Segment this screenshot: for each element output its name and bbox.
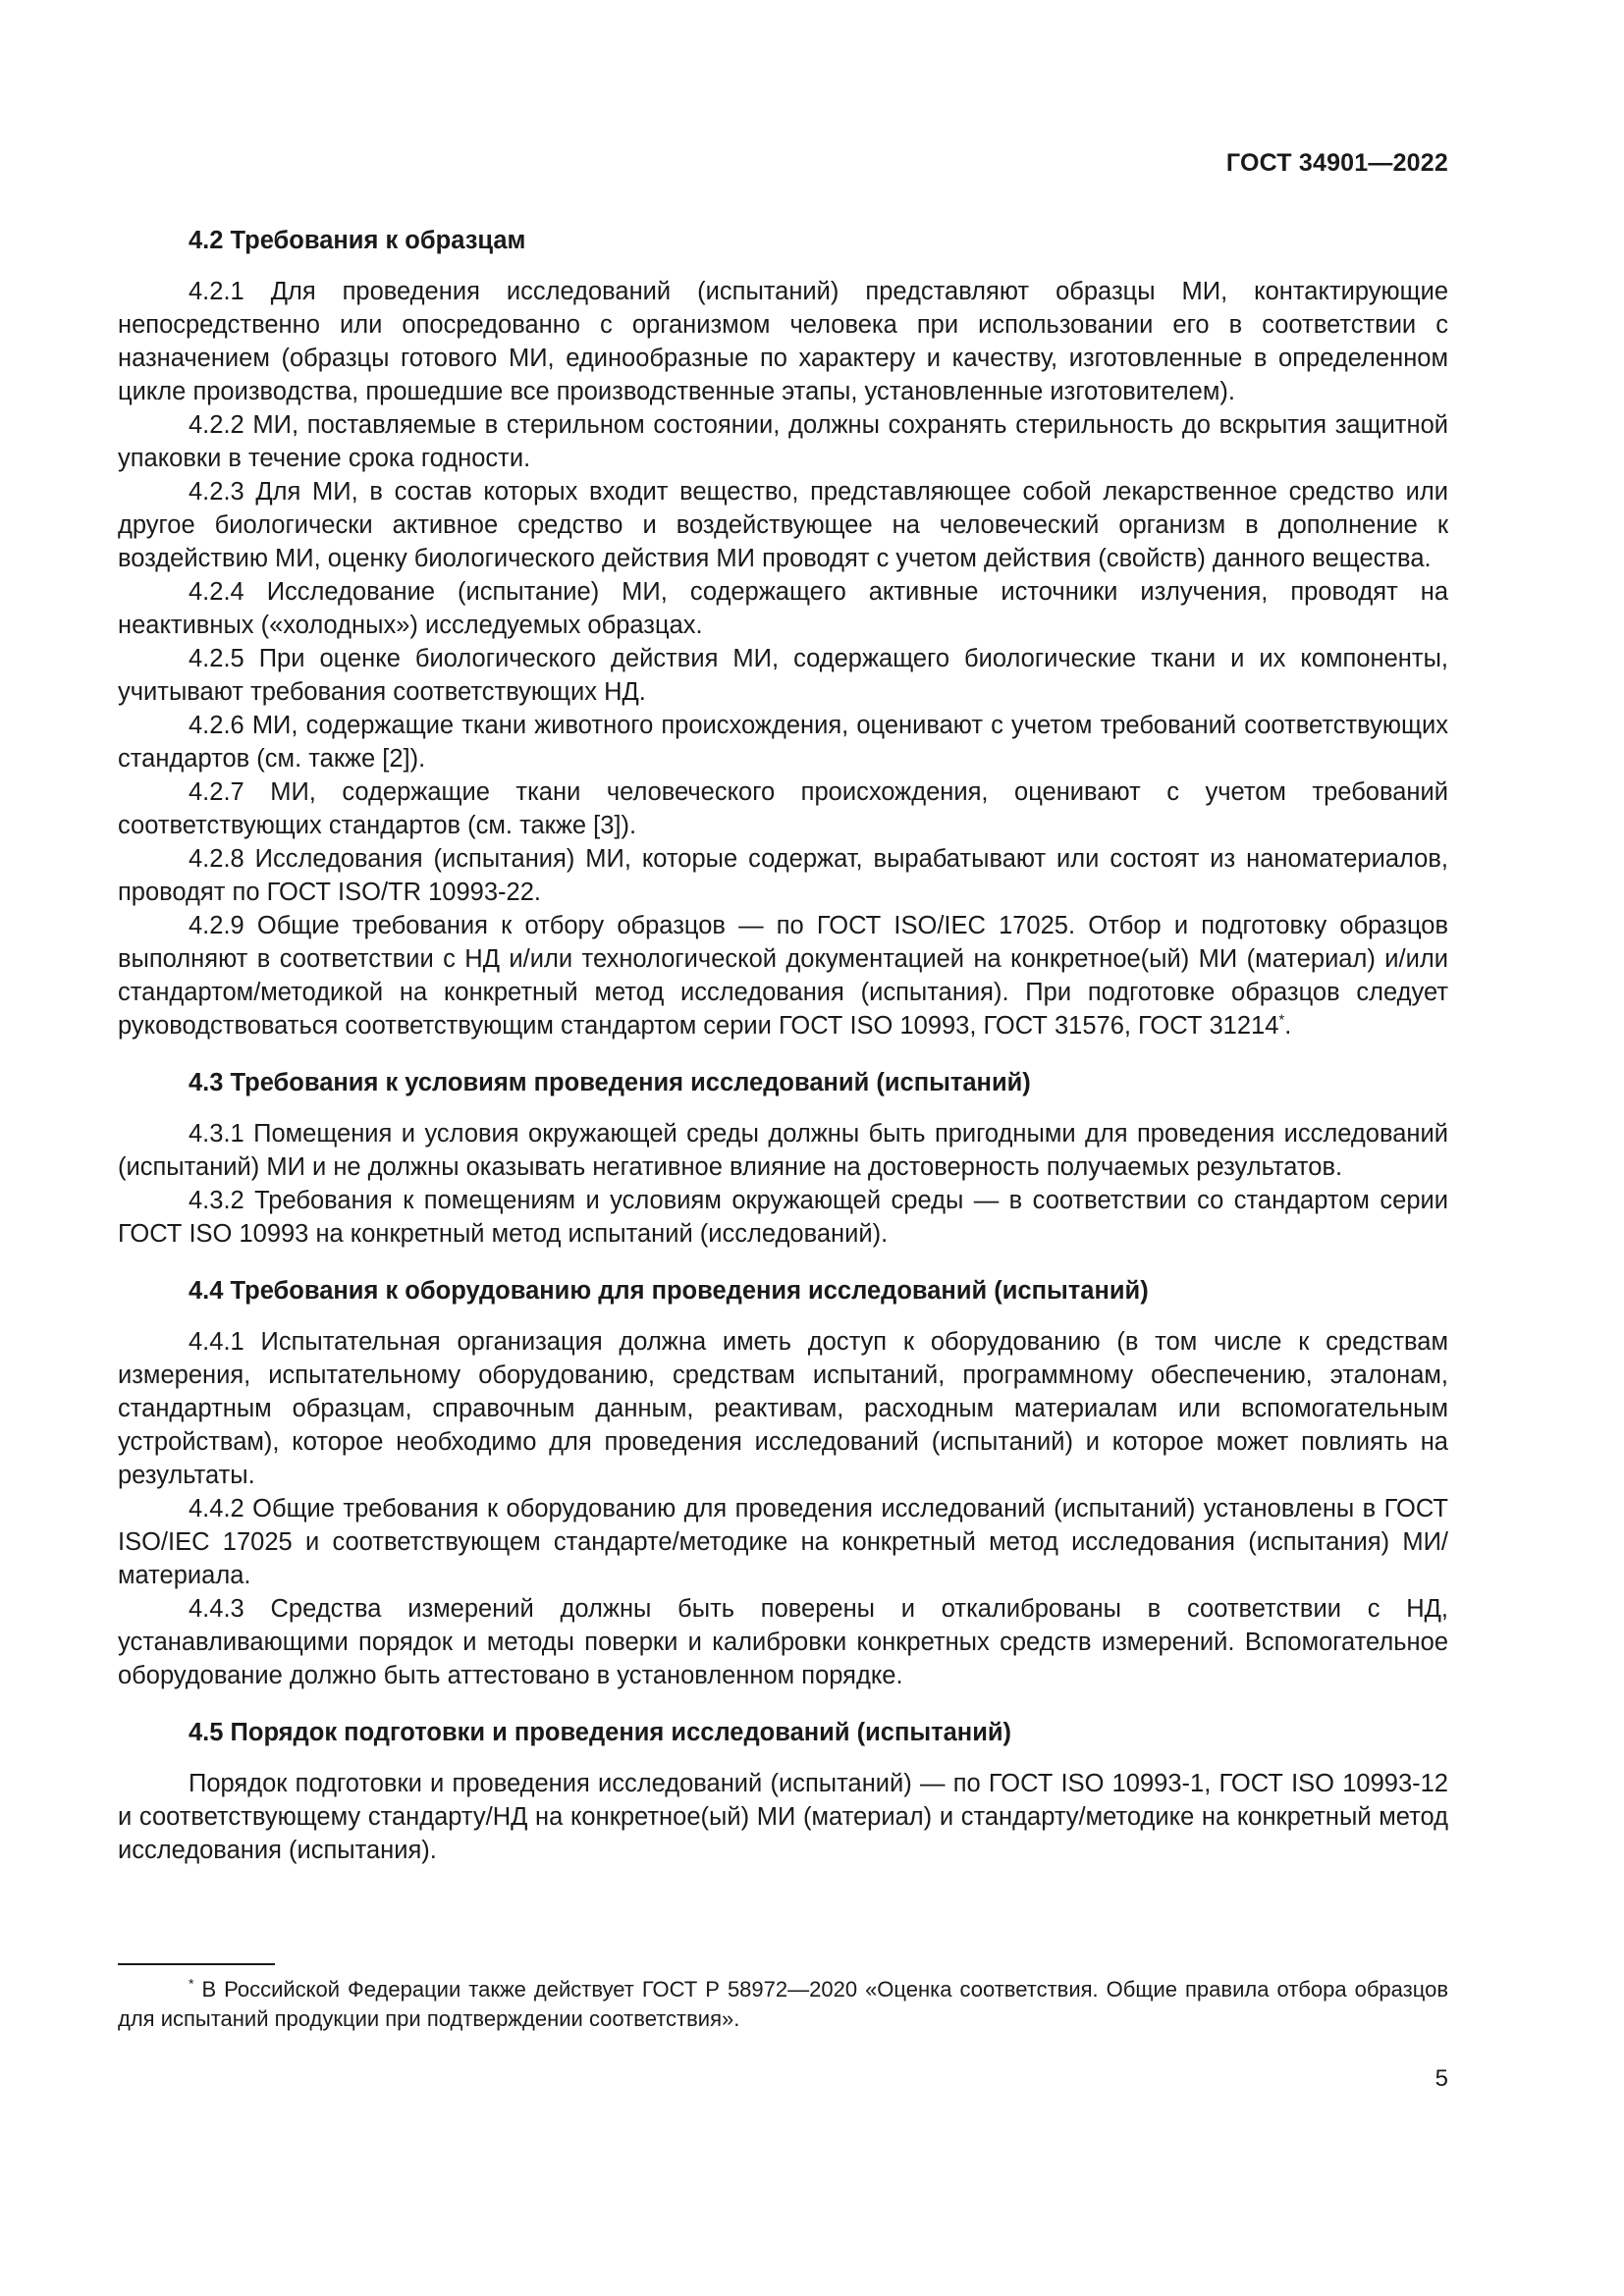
footnote-divider xyxy=(118,1963,275,1965)
footnote-reference[interactable]: * xyxy=(1278,1011,1285,1029)
paragraph-4-4-3: 4.4.3 Средства измерений должны быть поверены и откалиброваны в соответствии с НД, устанавливающими порядок и методы поверки и калибровки конкретных средств измерений. Вспомогательное оборудование должно быть аттестовано в установленном порядке. xyxy=(118,1595,1448,1689)
section-4-5-title: 4.5 Порядок подготовки и проведения исследований (испытаний) xyxy=(189,1719,1012,1746)
document-page xyxy=(118,0,1448,2296)
footnote-mark: * xyxy=(189,1975,194,1992)
paragraph-4-2-9 xyxy=(118,909,1448,1042)
paragraph-4-2-9-end: . xyxy=(1284,1012,1292,1040)
paragraph-4-2-5: 4.2.5 При оценке биологического действия МИ, содержащего биологические ткани и их компоненты, учитывают требования соответствующих НД. xyxy=(118,645,1448,706)
paragraph-4-2-6: 4.2.6 МИ, содержащие ткани животного происхождения, оценивают с учетом требований соответствующих стандартов (см. также [2]). xyxy=(118,712,1448,773)
paragraph-4-2-9-text: 4.2.9 Общие требования к отбору образцов — по ГОСТ ISO/IEC 17025. Отбор и подготовку образцов выполняют в соответствии с НД и/или технологической документацией на конкретное(ый) МИ (материал) и/или стандартом/методикой на конкретный метод исследования (испытания). При подготовке образцов следует руководствоваться соответствующим стандартом серии ГОСТ ISO 10993, ГОСТ 31576, ГОСТ 31214 xyxy=(118,912,1448,1040)
section-4-2-title: 4.2 Требования к образцам xyxy=(189,227,526,254)
document-body xyxy=(118,224,1448,1867)
paragraph-4-5: Порядок подготовки и проведения исследований (испытаний) — по ГОСТ ISO 10993-1, ГОСТ ISO 10993-12 и соответствующему стандарту/НД на конкретное(ый) МИ (материал) и стандарту/методике на конкретный метод исследования (испытания). xyxy=(118,1770,1448,1864)
paragraph-4-2-7: 4.2.7 МИ, содержащие ткани человеческого происхождения, оценивают с учетом требований соответствующих стандартов (см. также [3]). xyxy=(118,778,1448,839)
paragraph-4-2-4: 4.2.4 Исследование (испытание) МИ, содержащего активные источники излучения, проводят на неактивных («холодных») исследуемых образцах. xyxy=(118,578,1448,639)
paragraph-4-4-2: 4.4.2 Общие требования к оборудованию для проведения исследований (испытаний) установлены в ГОСТ ISO/IEC 17025 и соответствующем стандарте/методике на конкретный метод исследования (испытания) МИ/материала. xyxy=(118,1495,1448,1589)
standard-code: ГОСТ 34901—2022 xyxy=(1225,149,1448,177)
paragraph-4-2-2: 4.2.2 МИ, поставляемые в стерильном состоянии, должны сохранять стерильность до вскрытия защитной упаковки в течение срока годности. xyxy=(118,411,1448,472)
section-4-4-title: 4.4 Требования к оборудованию для проведения исследований (испытаний) xyxy=(189,1277,1149,1305)
footnote-text: В Российской Федерации также действует ГОСТ Р 58972—2020 «Оценка соответствия. Общие правила отбора образцов для испытаний продукции при подтверждении соответствия». xyxy=(118,1977,1448,2031)
paragraph-4-2-8: 4.2.8 Исследования (испытания) МИ, которые содержат, вырабатывают или состоят из наноматериалов, проводят по ГОСТ ISO/TR 10993-22. xyxy=(118,845,1448,906)
paragraph-4-3-1: 4.3.1 Помещения и условия окружающей среды должны быть пригодными для проведения исследований (испытаний) МИ и не должны оказывать негативное влияние на достоверность получаемых результатов. xyxy=(118,1120,1448,1181)
paragraph-4-2-1: 4.2.1 Для проведения исследований (испытаний) представляют образцы МИ, контактирующие непосредственно или опосредованно с организмом человека при использовании его в соответствии с назначением (образцы готового МИ, единообразные по характеру и качеству, изготовленные в определенном цикле производства, прошедшие все производственные этапы, установленные изготовителем). xyxy=(118,278,1448,405)
paragraph-4-4-1: 4.4.1 Испытательная организация должна иметь доступ к оборудованию (в том числе к средствам измерения, испытательному оборудованию, средствам испытаний, программному обеспечению, эталонам, стандартным образцам, справочным данным, реактивам, расходным материалам или вспомогательным устройствам), которое необходимо для проведения исследований (испытаний) и которое может повлиять на результаты. xyxy=(118,1328,1448,1489)
section-4-3-title: 4.3 Требования к условиям проведения исследований (испытаний) xyxy=(189,1069,1031,1096)
page-number: 5 xyxy=(1435,2065,1448,2092)
paragraph-4-3-2: 4.3.2 Требования к помещениям и условиям окружающей среды — в соответствии со стандартом серии ГОСТ ISO 10993 на конкретный метод испытаний (исследований). xyxy=(118,1187,1448,1248)
paragraph-4-2-3: 4.2.3 Для МИ, в состав которых входит вещество, представляющее собой лекарственное средство или другое биологически активное средство и воздействующее на человеческий организм в дополнение к воздействию МИ, оценку биологического действия МИ проводят с учетом действия (свойств) данного вещества. xyxy=(118,478,1448,572)
footnote xyxy=(118,1975,1448,2034)
